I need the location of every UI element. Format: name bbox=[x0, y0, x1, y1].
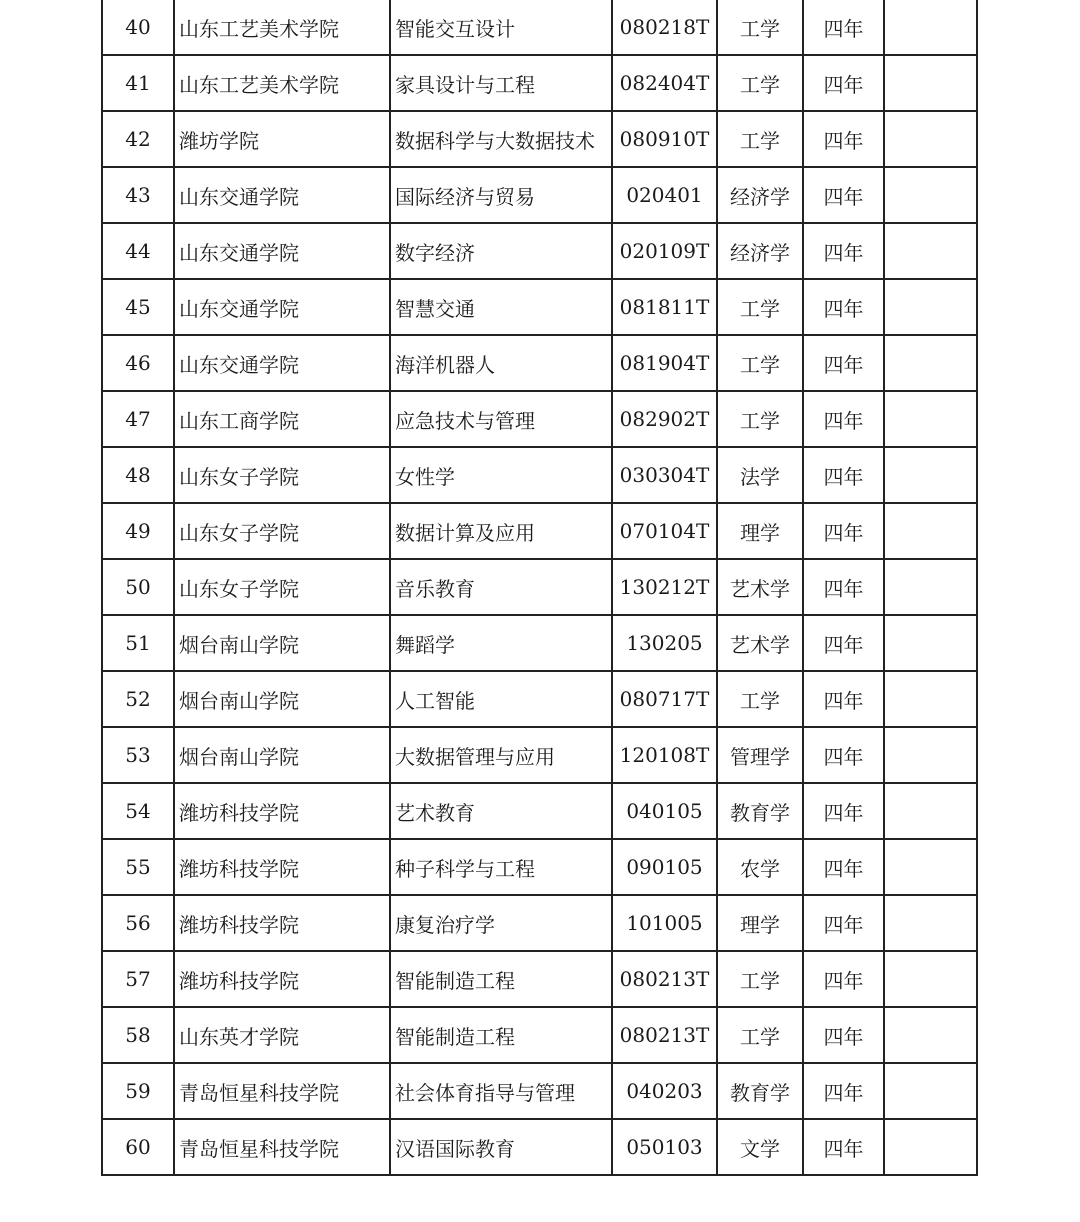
discipline-category: 理学 bbox=[717, 503, 803, 559]
major-list-table bbox=[101, 0, 978, 1176]
study-duration: 四年 bbox=[803, 615, 884, 671]
table-row bbox=[102, 559, 977, 615]
major-name: 智慧交通 bbox=[390, 279, 612, 335]
major-code: 080213T bbox=[612, 951, 717, 1007]
table-row bbox=[102, 1119, 977, 1175]
major-name: 智能制造工程 bbox=[390, 1007, 612, 1063]
major-code: 080218T bbox=[612, 0, 717, 55]
school-name: 潍坊科技学院 bbox=[174, 783, 390, 839]
major-code: 020401 bbox=[612, 167, 717, 223]
table-row bbox=[102, 55, 977, 111]
row-number: 58 bbox=[102, 1007, 174, 1063]
major-list-table-container bbox=[101, 0, 978, 1176]
row-number: 42 bbox=[102, 111, 174, 167]
school-name: 山东交通学院 bbox=[174, 167, 390, 223]
row-number: 60 bbox=[102, 1119, 174, 1175]
discipline-category: 工学 bbox=[717, 0, 803, 55]
study-duration: 四年 bbox=[803, 1119, 884, 1175]
table-row bbox=[102, 279, 977, 335]
major-name: 海洋机器人 bbox=[390, 335, 612, 391]
study-duration: 四年 bbox=[803, 727, 884, 783]
discipline-category: 工学 bbox=[717, 671, 803, 727]
remarks-cell bbox=[884, 783, 977, 839]
study-duration: 四年 bbox=[803, 895, 884, 951]
table-body bbox=[102, 0, 977, 1175]
study-duration: 四年 bbox=[803, 391, 884, 447]
major-code: 081904T bbox=[612, 335, 717, 391]
school-name: 山东工艺美术学院 bbox=[174, 0, 390, 55]
remarks-cell bbox=[884, 223, 977, 279]
discipline-category: 工学 bbox=[717, 55, 803, 111]
school-name: 山东工艺美术学院 bbox=[174, 55, 390, 111]
remarks-cell bbox=[884, 279, 977, 335]
remarks-cell bbox=[884, 503, 977, 559]
remarks-cell bbox=[884, 447, 977, 503]
table-row bbox=[102, 727, 977, 783]
table-row bbox=[102, 1063, 977, 1119]
discipline-category: 艺术学 bbox=[717, 559, 803, 615]
table-row bbox=[102, 223, 977, 279]
school-name: 山东工商学院 bbox=[174, 391, 390, 447]
discipline-category: 教育学 bbox=[717, 1063, 803, 1119]
row-number: 54 bbox=[102, 783, 174, 839]
table-row bbox=[102, 503, 977, 559]
remarks-cell bbox=[884, 1119, 977, 1175]
table-row bbox=[102, 615, 977, 671]
major-code: 040105 bbox=[612, 783, 717, 839]
school-name: 山东女子学院 bbox=[174, 559, 390, 615]
discipline-category: 管理学 bbox=[717, 727, 803, 783]
major-name: 数据科学与大数据技术 bbox=[390, 111, 612, 167]
table-row bbox=[102, 111, 977, 167]
study-duration: 四年 bbox=[803, 167, 884, 223]
discipline-category: 农学 bbox=[717, 839, 803, 895]
major-code: 101005 bbox=[612, 895, 717, 951]
remarks-cell bbox=[884, 55, 977, 111]
remarks-cell bbox=[884, 727, 977, 783]
major-name: 智能交互设计 bbox=[390, 0, 612, 55]
major-code: 081811T bbox=[612, 279, 717, 335]
school-name: 潍坊科技学院 bbox=[174, 895, 390, 951]
remarks-cell bbox=[884, 951, 977, 1007]
study-duration: 四年 bbox=[803, 783, 884, 839]
major-name: 大数据管理与应用 bbox=[390, 727, 612, 783]
school-name: 烟台南山学院 bbox=[174, 727, 390, 783]
row-number: 41 bbox=[102, 55, 174, 111]
discipline-category: 艺术学 bbox=[717, 615, 803, 671]
major-name: 数字经济 bbox=[390, 223, 612, 279]
major-name: 艺术教育 bbox=[390, 783, 612, 839]
row-number: 59 bbox=[102, 1063, 174, 1119]
discipline-category: 教育学 bbox=[717, 783, 803, 839]
major-code: 090105 bbox=[612, 839, 717, 895]
table-row bbox=[102, 335, 977, 391]
study-duration: 四年 bbox=[803, 279, 884, 335]
row-number: 55 bbox=[102, 839, 174, 895]
remarks-cell bbox=[884, 167, 977, 223]
discipline-category: 文学 bbox=[717, 1119, 803, 1175]
discipline-category: 工学 bbox=[717, 951, 803, 1007]
major-code: 080213T bbox=[612, 1007, 717, 1063]
study-duration: 四年 bbox=[803, 951, 884, 1007]
school-name: 潍坊科技学院 bbox=[174, 839, 390, 895]
row-number: 57 bbox=[102, 951, 174, 1007]
remarks-cell bbox=[884, 1007, 977, 1063]
major-code: 080910T bbox=[612, 111, 717, 167]
remarks-cell bbox=[884, 335, 977, 391]
school-name: 山东女子学院 bbox=[174, 447, 390, 503]
major-name: 音乐教育 bbox=[390, 559, 612, 615]
school-name: 山东交通学院 bbox=[174, 335, 390, 391]
major-code: 130212T bbox=[612, 559, 717, 615]
major-name: 应急技术与管理 bbox=[390, 391, 612, 447]
row-number: 52 bbox=[102, 671, 174, 727]
study-duration: 四年 bbox=[803, 503, 884, 559]
study-duration: 四年 bbox=[803, 1007, 884, 1063]
major-code: 082902T bbox=[612, 391, 717, 447]
table-row bbox=[102, 447, 977, 503]
school-name: 潍坊学院 bbox=[174, 111, 390, 167]
remarks-cell bbox=[884, 895, 977, 951]
discipline-category: 法学 bbox=[717, 447, 803, 503]
study-duration: 四年 bbox=[803, 447, 884, 503]
study-duration: 四年 bbox=[803, 559, 884, 615]
major-name: 人工智能 bbox=[390, 671, 612, 727]
study-duration: 四年 bbox=[803, 55, 884, 111]
major-name: 社会体育指导与管理 bbox=[390, 1063, 612, 1119]
table-row bbox=[102, 783, 977, 839]
remarks-cell bbox=[884, 111, 977, 167]
major-code: 050103 bbox=[612, 1119, 717, 1175]
major-name: 国际经济与贸易 bbox=[390, 167, 612, 223]
row-number: 40 bbox=[102, 0, 174, 55]
discipline-category: 经济学 bbox=[717, 167, 803, 223]
remarks-cell bbox=[884, 671, 977, 727]
study-duration: 四年 bbox=[803, 0, 884, 55]
school-name: 山东女子学院 bbox=[174, 503, 390, 559]
discipline-category: 工学 bbox=[717, 279, 803, 335]
row-number: 44 bbox=[102, 223, 174, 279]
major-code: 040203 bbox=[612, 1063, 717, 1119]
major-code: 020109T bbox=[612, 223, 717, 279]
row-number: 45 bbox=[102, 279, 174, 335]
table-row bbox=[102, 391, 977, 447]
study-duration: 四年 bbox=[803, 223, 884, 279]
school-name: 山东交通学院 bbox=[174, 223, 390, 279]
remarks-cell bbox=[884, 615, 977, 671]
major-code: 130205 bbox=[612, 615, 717, 671]
school-name: 山东交通学院 bbox=[174, 279, 390, 335]
remarks-cell bbox=[884, 0, 977, 55]
major-code: 120108T bbox=[612, 727, 717, 783]
school-name: 青岛恒星科技学院 bbox=[174, 1119, 390, 1175]
study-duration: 四年 bbox=[803, 1063, 884, 1119]
table-row bbox=[102, 839, 977, 895]
school-name: 潍坊科技学院 bbox=[174, 951, 390, 1007]
school-name: 青岛恒星科技学院 bbox=[174, 1063, 390, 1119]
row-number: 49 bbox=[102, 503, 174, 559]
row-number: 56 bbox=[102, 895, 174, 951]
major-code: 082404T bbox=[612, 55, 717, 111]
remarks-cell bbox=[884, 839, 977, 895]
table-row bbox=[102, 671, 977, 727]
major-name: 智能制造工程 bbox=[390, 951, 612, 1007]
discipline-category: 工学 bbox=[717, 391, 803, 447]
major-name: 康复治疗学 bbox=[390, 895, 612, 951]
remarks-cell bbox=[884, 391, 977, 447]
study-duration: 四年 bbox=[803, 335, 884, 391]
row-number: 48 bbox=[102, 447, 174, 503]
remarks-cell bbox=[884, 1063, 977, 1119]
major-name: 种子科学与工程 bbox=[390, 839, 612, 895]
row-number: 53 bbox=[102, 727, 174, 783]
discipline-category: 工学 bbox=[717, 335, 803, 391]
row-number: 51 bbox=[102, 615, 174, 671]
study-duration: 四年 bbox=[803, 839, 884, 895]
major-name: 汉语国际教育 bbox=[390, 1119, 612, 1175]
table-row bbox=[102, 0, 977, 55]
school-name: 山东英才学院 bbox=[174, 1007, 390, 1063]
remarks-cell bbox=[884, 559, 977, 615]
row-number: 43 bbox=[102, 167, 174, 223]
major-code: 080717T bbox=[612, 671, 717, 727]
table-row bbox=[102, 895, 977, 951]
major-name: 数据计算及应用 bbox=[390, 503, 612, 559]
table-row bbox=[102, 167, 977, 223]
major-code: 030304T bbox=[612, 447, 717, 503]
study-duration: 四年 bbox=[803, 671, 884, 727]
row-number: 46 bbox=[102, 335, 174, 391]
major-code: 070104T bbox=[612, 503, 717, 559]
discipline-category: 理学 bbox=[717, 895, 803, 951]
discipline-category: 工学 bbox=[717, 111, 803, 167]
table-row bbox=[102, 951, 977, 1007]
table-row bbox=[102, 1007, 977, 1063]
school-name: 烟台南山学院 bbox=[174, 615, 390, 671]
major-name: 家具设计与工程 bbox=[390, 55, 612, 111]
row-number: 50 bbox=[102, 559, 174, 615]
school-name: 烟台南山学院 bbox=[174, 671, 390, 727]
discipline-category: 经济学 bbox=[717, 223, 803, 279]
major-name: 女性学 bbox=[390, 447, 612, 503]
study-duration: 四年 bbox=[803, 111, 884, 167]
discipline-category: 工学 bbox=[717, 1007, 803, 1063]
major-name: 舞蹈学 bbox=[390, 615, 612, 671]
row-number: 47 bbox=[102, 391, 174, 447]
